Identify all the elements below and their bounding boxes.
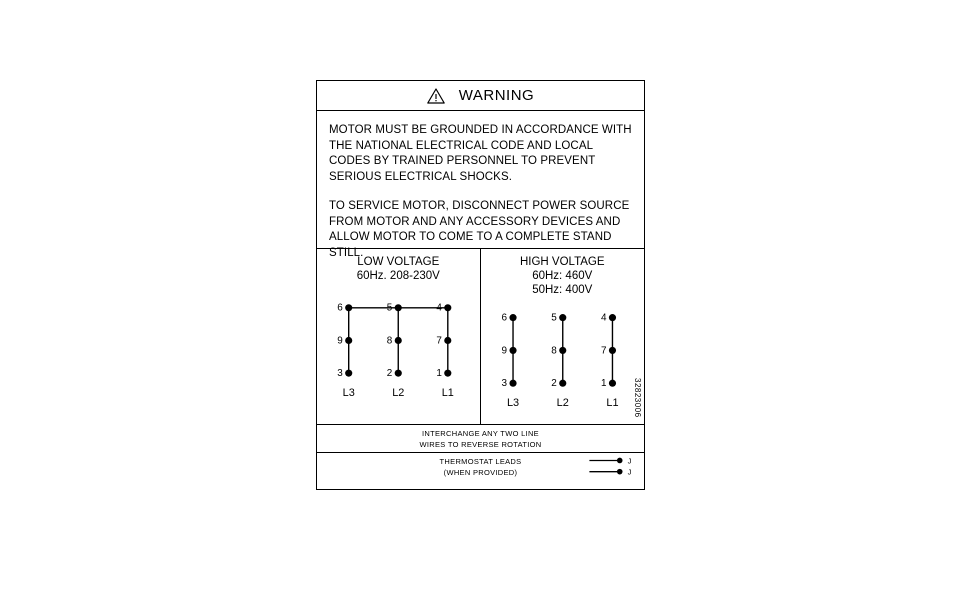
warning-body	[317, 111, 644, 259]
warning-header	[317, 81, 644, 111]
footer-notes	[317, 425, 644, 481]
svg-text:1: 1	[600, 378, 606, 390]
rotation-note-line-1: INTERCHANGE ANY TWO LINE	[422, 429, 539, 438]
svg-text:2: 2	[550, 378, 557, 390]
svg-text:8: 8	[550, 345, 557, 357]
svg-text:6: 6	[337, 302, 343, 314]
rotation-note-line-2: WIRES TO REVERSE ROTATION	[419, 440, 542, 449]
svg-text:3: 3	[337, 368, 343, 380]
svg-text:5: 5	[386, 302, 393, 314]
thermostat-note-block	[317, 453, 644, 481]
wiring-diagrams	[317, 249, 644, 425]
warning-title: WARNING	[458, 87, 535, 104]
high-voltage-heading	[481, 249, 645, 297]
part-code: 32823006	[633, 378, 642, 418]
svg-text:9: 9	[501, 345, 507, 357]
rotation-note-block	[317, 425, 644, 453]
high-voltage-title: HIGH VOLTAGE	[519, 256, 605, 268]
low-voltage-title: LOW VOLTAGE	[357, 256, 440, 268]
svg-text:5: 5	[550, 312, 557, 324]
svg-text:6: 6	[501, 312, 507, 324]
svg-text:4: 4	[600, 312, 606, 324]
warning-triangle-icon	[427, 88, 445, 104]
svg-text:7: 7	[436, 335, 442, 347]
high-voltage-diagram	[481, 249, 645, 424]
svg-text:L2: L2	[392, 386, 405, 399]
svg-text:2: 2	[386, 368, 393, 380]
svg-text:8: 8	[386, 335, 393, 347]
warning-paragraph-1: MOTOR MUST BE GROUNDED IN ACCORDANCE WITH THE NATIONAL ELECTRICAL CODE AND LOCAL CODES BY TRAINED PERSONNEL TO PREVENT SERIOUS ELECTRICAL SHOCKS.	[329, 124, 632, 183]
high-voltage-subtitle-2: 50Hz: 400V	[532, 284, 593, 296]
thermostat-note-line-2: (WHEN PROVIDED)	[443, 468, 518, 477]
svg-text:9: 9	[337, 335, 343, 347]
svg-text:L3: L3	[342, 386, 355, 399]
low-voltage-subtitle: 60Hz. 208-230V	[356, 270, 440, 282]
svg-text:J: J	[627, 456, 632, 466]
svg-text:L1: L1	[605, 397, 619, 410]
motor-wiring-label-plate	[316, 80, 645, 490]
svg-text:L3: L3	[506, 397, 519, 410]
low-voltage-diagram	[317, 249, 481, 424]
svg-text:L2: L2	[556, 397, 569, 410]
thermostat-note-line-1: THERMOSTAT LEADS	[439, 457, 522, 466]
svg-text:L1: L1	[441, 386, 454, 399]
svg-text:3: 3	[501, 378, 507, 390]
svg-text:J: J	[627, 467, 632, 477]
low-voltage-heading	[317, 249, 480, 283]
svg-text:7: 7	[600, 345, 606, 357]
warning-paragraph-2: TO SERVICE MOTOR, DISCONNECT POWER SOURCE FROM MOTOR AND ANY ACCESSORY DEVICES AND ALLOW MOTOR TO COME TO A COMPLETE STAND STILL.	[329, 200, 630, 259]
thermostat-leads-schematic	[574, 453, 644, 481]
svg-text:4: 4	[436, 302, 442, 314]
svg-text:1: 1	[436, 368, 442, 380]
high-voltage-subtitle-1: 60Hz: 460V	[532, 270, 593, 282]
